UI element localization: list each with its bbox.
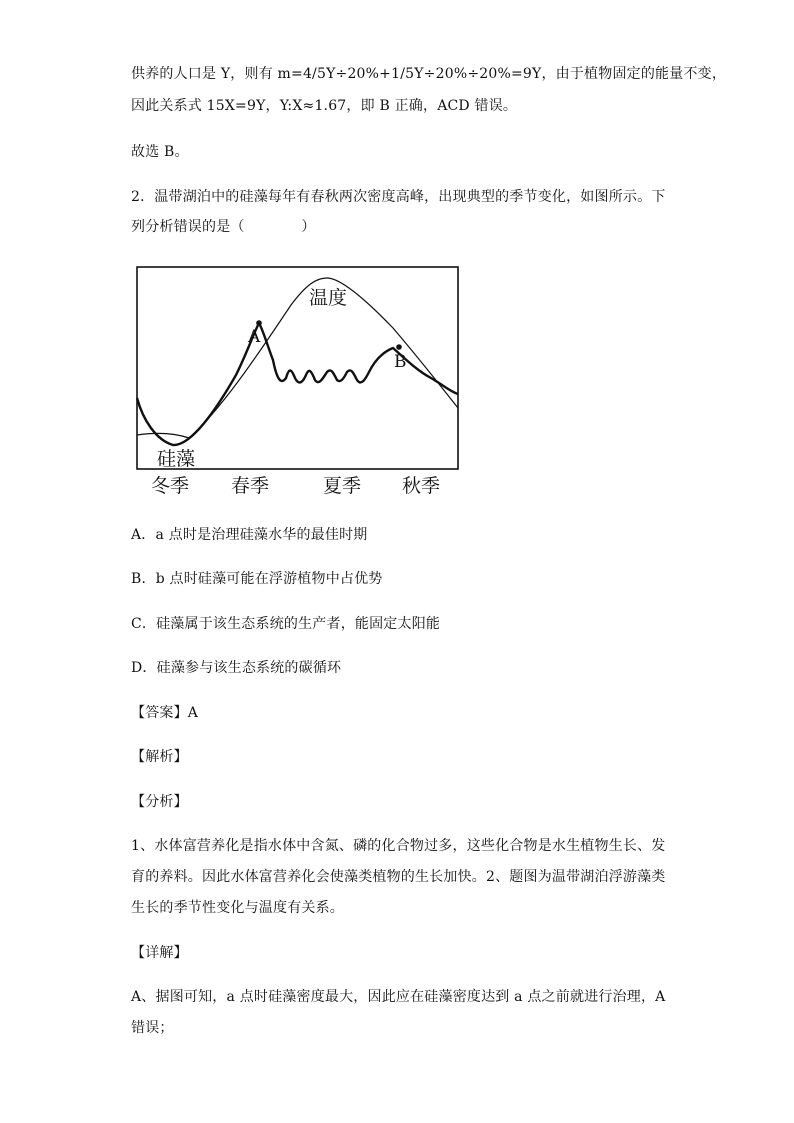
analysis-heading: 【解析】 bbox=[131, 749, 188, 765]
temperature-curve bbox=[137, 278, 458, 438]
point-a-label: A bbox=[248, 327, 261, 347]
question-2-line-2: 列分析错误的是（ ） bbox=[131, 219, 316, 235]
breakdown-heading: 【分析】 bbox=[131, 794, 188, 810]
point-a-marker bbox=[256, 320, 262, 326]
question-2-line-1: 2．温带湖泊中的硅藻每年有春秋两次密度高峰，出现典型的季节变化，如图所示。下 bbox=[131, 189, 666, 205]
diatom-label: 硅藻 bbox=[157, 448, 196, 470]
option-c: C．硅藻属于该生态系统的生产者，能固定太阳能 bbox=[131, 616, 441, 632]
breakdown-line-3: 生长的季节性变化与温度有关系。 bbox=[131, 900, 344, 916]
season-label-autumn: 秋季 bbox=[402, 475, 441, 497]
text-line-1: 供养的人口是 Y，则有 m=4/5Y÷20%+1/5Y÷20%÷20%=9Y，由于植物固定的能量不变， bbox=[131, 66, 727, 82]
temperature-label: 温度 bbox=[309, 287, 348, 309]
detail-line-2: 错误； bbox=[131, 1020, 174, 1036]
season-label-spring: 春季 bbox=[231, 475, 270, 497]
text-line-2: 因此关系式 15X=9Y，Y:X≈1.67，即 B 正确，ACD 错误。 bbox=[131, 98, 518, 114]
conclusion-line: 故选 B。 bbox=[131, 144, 189, 160]
figure-svg bbox=[131, 260, 467, 500]
option-b: B．b 点时硅藻可能在浮游植物中占优势 bbox=[131, 571, 383, 587]
season-label-winter: 冬季 bbox=[151, 475, 190, 497]
answer-heading: 【答案】A bbox=[131, 705, 199, 721]
detail-line-1: A、据图可知，a 点时硅藻密度最大，因此应在硅藻密度达到 a 点之前就进行治理，A bbox=[131, 989, 666, 1005]
diatom-season-figure bbox=[131, 260, 467, 500]
season-label-summer: 夏季 bbox=[323, 475, 362, 497]
breakdown-line-1: 1、水体富营养化是指水体中含氮、磷的化合物过多，这些化合物是水生植物生长、发 bbox=[131, 838, 666, 854]
option-d: D．硅藻参与该生态系统的碳循环 bbox=[131, 660, 342, 676]
detail-heading: 【详解】 bbox=[131, 945, 188, 961]
option-a: A．a 点时是治理硅藻水华的最佳时期 bbox=[131, 527, 368, 543]
point-b-label: B bbox=[394, 352, 407, 372]
diatom-curve bbox=[137, 323, 458, 445]
breakdown-line-2: 育的养料。因此水体富营养化会使藻类植物的生长加快。2、题图为温带湖泊浮游藻类 bbox=[131, 869, 666, 885]
point-b-marker bbox=[396, 344, 402, 350]
